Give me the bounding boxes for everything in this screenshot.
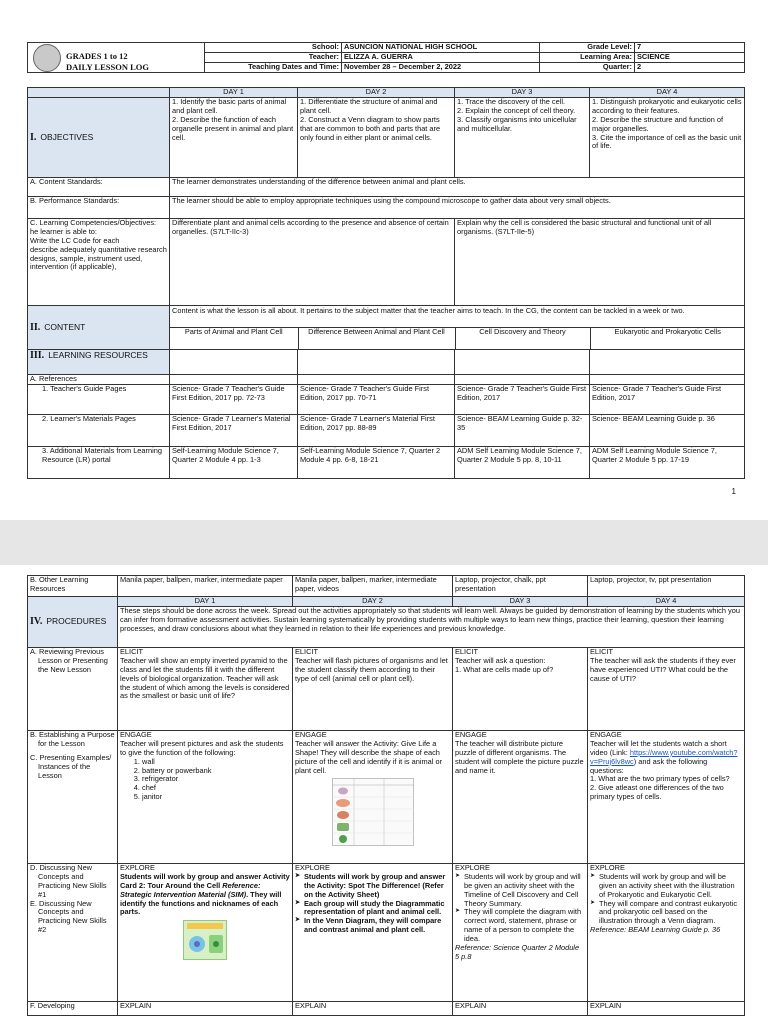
other-resources-day-1: Manila paper, ballpen, marker, intermediate paper <box>118 576 293 597</box>
additional-materials-day-3: ADM Self Learning Module Science 7, Quarter 2 Module 5 pp. 8, 10-11 <box>455 447 590 479</box>
roman-i: I. <box>30 131 37 143</box>
content-standards-text: The learner demonstrates understanding of the difference between animal and plant cells. <box>170 178 745 197</box>
explore-list-4 <box>590 873 742 926</box>
proc-day-4-header: DAY 4 <box>588 597 745 607</box>
elicit-heading-1: ELICIT <box>120 647 143 656</box>
roman-iii: III. <box>30 350 45 361</box>
reviewing-text-4: The teacher will ask the students if they ever have experienced UTI? What could be the cause of UTI? <box>590 655 736 683</box>
engage-heading-1: ENGAGE <box>120 730 152 739</box>
learners-materials-label: 2. Learner's Materials Pages <box>28 415 170 447</box>
explore-3-item: ➤ They will complete the diagram with correct word, statement, phrase or name of a person to complete the idea. <box>455 908 585 944</box>
content-day-3: Cell Discovery and Theory <box>455 328 590 349</box>
reviewing-text-2: Teacher will flash pictures of organisms and let the student classify them according to their type of cell (animal cell or plant cell). <box>295 655 448 683</box>
reviewing-text-1: Teacher will show an empty inverted pyramid to the class and let the students fill it with the different levels of biological organization. Teacher will ask the student of which among the levels is considered as the smallest or basic unit of life? <box>120 655 290 701</box>
explore-list-3 <box>455 873 585 944</box>
objectives-day-4: 1. Distinguish prokaryotic and eukaryotic cells according to their features. 2. Describe the structure and function of major organelles. 3. Cite the importance of cell as the basic unit of life. <box>590 98 745 178</box>
engage-intro-1: Teacher will present pictures and ask the students to give the function of the following: <box>120 738 284 757</box>
grade-value: 7 <box>635 43 745 53</box>
title-line-1: GRADES 1 to 12 <box>66 51 128 61</box>
page-2 <box>0 565 768 1024</box>
engage-heading-2: ENGAGE <box>295 730 327 739</box>
additional-materials-label: 3. Additional Materials from Learning Resource (LR) portal <box>28 447 170 479</box>
objectives-day-3: 1. Trace the discovery of the cell. 2. Explain the concept of cell theory. 3. Classify organisms into unicellular and multicellular. <box>455 98 590 178</box>
learning-resources-text: LEARNING RESOURCES <box>48 350 148 360</box>
explore-heading-4: EXPLORE <box>590 863 625 872</box>
lesson-table-page-2 <box>27 575 745 1016</box>
explore-2-item: ➤ In the Venn Diagram, they will compare and contrast animal and plant cell. <box>295 917 450 935</box>
other-resources-day-3: Laptop, projector, chalk, ppt presentation <box>453 576 588 597</box>
days-corner <box>28 88 170 98</box>
learners-materials-day-3: Science- BEAM Learning Guide p. 32-35 <box>455 415 590 447</box>
learners-materials-day-2: Science- Grade 7 Learner's Material First Edition, 2017 pp. 88-89 <box>298 415 455 447</box>
engage-day-1 <box>118 731 293 864</box>
references-label: A. References <box>28 375 170 385</box>
explain-day-2: EXPLAIN <box>293 1002 453 1016</box>
other-resources-day-2: Manila paper, ballpen, marker, intermediate paper, videos <box>293 576 453 597</box>
explore-day-1 <box>118 864 293 1002</box>
explain-day-3: EXPLAIN <box>453 1002 588 1016</box>
video-link[interactable]: https://www.youtube.com/watch?v=Pruj6lv8wc <box>590 747 738 766</box>
objectives-text: OBJECTIVES <box>40 131 94 142</box>
explore-heading-2: EXPLORE <box>295 863 330 872</box>
activity-card-image <box>183 920 227 960</box>
procedures-intro: These steps should be done across the week. Spread out the activities appropriately so that students will learn well. Always be guided by demonstration of learning by the students which you can infer from formative assessment activities. Sustain learning systematically by providing students with multiple ways to learn new things, practice their learning, question their learning processes, and draw conclusions about what they learned in relation to their life experiences and previous knowledge. <box>118 607 745 648</box>
explore-heading-1: EXPLORE <box>120 863 155 872</box>
competencies-day-1-2: Differentiate plant and animal cells according to the presence and absence of certain organelles. (S7LT-IIc-3) <box>170 219 455 306</box>
explore-2-item: ➤ Each group will study the Diagrammatic representation of plant and animal cell. <box>295 900 450 918</box>
day-2-header: DAY 2 <box>298 88 455 98</box>
objectives-day-1: 1. Identify the basic parts of animal and plant cell. 2. Describe the function of each organelle present in animal and plant cell. <box>170 98 298 178</box>
quarter-value: 2 <box>635 63 745 73</box>
explore-day-3 <box>453 864 588 1002</box>
school-label: School: <box>205 43 342 53</box>
procedures-label <box>28 597 118 648</box>
engage-day-2 <box>293 731 453 864</box>
engage-list-1 <box>120 758 290 802</box>
learners-materials-day-1: Science- Grade 7 Learner's Material First Edition, 2017 <box>170 415 298 447</box>
objectives-label <box>28 98 170 178</box>
other-resources-day-4: Laptop, projector, tv, ppt presentation <box>588 576 745 597</box>
learning-resources-label <box>28 350 170 375</box>
engage-list-item: 3. refrigerator <box>142 775 290 784</box>
establishing-presenting-label <box>28 731 118 864</box>
learners-materials-day-4: Science- BEAM Learning Guide p. 36 <box>590 415 745 447</box>
ref-day-2 <box>298 375 455 385</box>
lr-day-1 <box>170 350 298 375</box>
school-value: ASUNCION NATIONAL HIGH SCHOOL <box>342 43 540 53</box>
engage-list-item: 5. janitor <box>142 793 290 802</box>
day-3-header: DAY 3 <box>455 88 590 98</box>
engage-4-intro: Teacher will let the students watch a short video (Link: <box>590 738 727 757</box>
reviewing-day-2 <box>293 648 453 731</box>
reviewing-label: A. Reviewing Previous Lesson or Presenting the New Lesson <box>28 648 118 731</box>
proc-day-3-header: DAY 3 <box>453 597 588 607</box>
teachers-guide-day-1: Science- Grade 7 Teacher's Guide First Edition, 2017 pp. 72-73 <box>170 385 298 415</box>
explore-4-ref: Reference: BEAM Learning Guide p. 36 <box>590 925 721 935</box>
explore-heading-3: EXPLORE <box>455 863 490 872</box>
performance-standards-label: B. Performance Standards: <box>28 197 170 219</box>
lr-day-4 <box>590 350 745 375</box>
explore-4-item: ➤ Students will work by group and will be given an activity sheet with the illustration of Prokaryotic and Eukaryotic Cell. <box>590 873 742 900</box>
lr-day-2 <box>298 350 455 375</box>
teachers-guide-day-3: Science- Grade 7 Teacher's Guide First Edition, 2017 <box>455 385 590 415</box>
explore-1-b: . They will identify the functions and nicknames of each parts. <box>120 889 282 917</box>
content-day-4: Eukaryotic and Prokaryotic Cells <box>590 328 745 349</box>
content-standards-label: A. Content Standards: <box>28 178 170 197</box>
engage-heading-3: ENGAGE <box>455 730 487 739</box>
explore-text-1 <box>120 873 290 917</box>
engage-heading-4: ENGAGE <box>590 730 622 739</box>
engage-text-2: Teacher will answer the Activity: Give Life a Shape! They will describe the shape of each picture of the cell and identify if it is animal or plant cell. <box>295 738 443 775</box>
engage-day-3 <box>453 731 588 864</box>
engage-list-item: 1. wall <box>142 758 290 767</box>
elicit-heading-2: ELICIT <box>295 647 318 656</box>
engage-text-3: The teacher will distribute picture puzzle of different organisms. The student will complete the picture puzzle and name it. <box>455 738 584 775</box>
presenting-label: C. Presenting Examples/ Instances of the Lesson <box>30 752 112 780</box>
explore-3-ref: Reference: Science Quarter 2 Module 5 p.8 <box>455 942 580 961</box>
explain-day-4: EXPLAIN <box>588 1002 745 1016</box>
content-day-2: Difference Between Animal and Plant Cell <box>298 328 455 349</box>
explore-day-2 <box>293 864 453 1002</box>
header-logo-cell <box>28 43 205 73</box>
cell-shapes-activity-image <box>332 778 414 846</box>
reviewing-day-3 <box>453 648 588 731</box>
title-line-2: DAILY LESSON LOG <box>66 61 149 72</box>
elicit-heading-3: ELICIT <box>455 647 478 656</box>
performance-standards-text: The learner should be able to employ appropriate techniques using the compound microscope to gather data about very small objects. <box>170 197 745 219</box>
establishing-label: B. Establishing a Purpose for the Lesson <box>30 730 115 748</box>
additional-materials-day-2: Self-Learning Module Science 7, Quarter 2 Module 4 pp. 6-8, 18-21 <box>298 447 455 479</box>
area-value: SCIENCE <box>635 53 745 63</box>
engage-list-item: 2. battery or powerbank <box>142 767 290 776</box>
ref-day-3 <box>455 375 590 385</box>
elicit-heading-4: ELICIT <box>590 647 613 656</box>
lesson-table-page-1 <box>27 87 745 479</box>
explore-day-4 <box>588 864 745 1002</box>
lr-day-3 <box>455 350 590 375</box>
explore-list-2 <box>295 873 450 935</box>
reviewing-day-4 <box>588 648 745 731</box>
content-intro: Content is what the lesson is all about. It pertains to the subject matter that the teacher aims to teach. In the CG, the content can be tackled in a week or two. <box>170 306 744 328</box>
teachers-guide-day-4: Science- Grade 7 Teacher's Guide First Edition, 2017 <box>590 385 745 415</box>
teacher-value: ELIZZA A. GUERRA <box>342 53 540 63</box>
content-text: CONTENT <box>44 321 86 332</box>
content-cell <box>170 306 745 350</box>
reviewing-day-1 <box>118 648 293 731</box>
ref-day-4 <box>590 375 745 385</box>
day-4-header: DAY 4 <box>590 88 745 98</box>
teacher-label: Teacher: <box>205 53 342 63</box>
content-label <box>28 306 170 350</box>
engage-text-4 <box>590 740 742 802</box>
explore-1-a: Students will work by group and answer Activity Card 2: Tour Around the Cell <box>120 871 290 890</box>
explain-day-1: EXPLAIN <box>118 1002 293 1016</box>
additional-materials-day-1: Self-Learning Module Science 7, Quarter 2 Module 4 pp. 1-3 <box>170 447 298 479</box>
procedures-text: PROCEDURES <box>46 616 107 626</box>
discussing-2-label: E. Discussing New Concepts and Practicing New Skills #2 <box>30 898 107 935</box>
engage-list-item: 4. chef <box>142 784 290 793</box>
page-number: 1 <box>731 487 736 496</box>
reviewing-text-3: Teacher will ask a question: 1. What are cells made up of? <box>455 655 554 674</box>
content-days-table <box>170 328 745 349</box>
explore-1-ref: Reference: Strategic Intervention Material (SIM) <box>120 880 261 899</box>
content-day-1: Parts of Animal and Plant Cell <box>170 328 298 349</box>
day-1-header: DAY 1 <box>170 88 298 98</box>
competencies-day-3-4: Explain why the cell is considered the basic structural and functional unit of all organisms. (S7LT-IIe-5) <box>455 219 745 306</box>
area-label: Learning Area: <box>540 53 635 63</box>
grade-label: Grade Level: <box>540 43 635 53</box>
competencies-label: C. Learning Competencies/Objectives: he learner is able to: Write the LC Code for each describe adequately quantitative research designs, sample, instrument used, intervention (if applicable), <box>28 219 170 306</box>
roman-iv: IV. <box>30 616 43 627</box>
proc-day-1-header: DAY 1 <box>118 597 293 607</box>
discussing-label <box>28 864 118 1002</box>
objectives-day-2: 1. Differentiate the structure of animal and plant cell. 2. Construct a Venn diagram to show parts that are common to both and parts that are only found in either plant or animal cells. <box>298 98 455 178</box>
explore-3-item: ➤ Students will work by group and will be given an activity sheet with the Timeline of Cell Discovery and Cell Theory Summary. <box>455 873 585 909</box>
developing-label: F. Developing <box>28 1002 118 1016</box>
additional-materials-day-4: ADM Self Learning Module Science 7, Quarter 2 Module 5 pp. 17-19 <box>590 447 745 479</box>
proc-day-2-header: DAY 2 <box>293 597 453 607</box>
dates-value: November 28 – December 2, 2022 <box>342 63 540 73</box>
dates-label: Teaching Dates and Time: <box>205 63 342 73</box>
explore-2-item: ➤ Students will work by group and answer the Activity: Spot The Difference! (Refer on the Activity Sheet) <box>295 873 450 900</box>
explore-4-item: ➤ They will compare and contrast eukaryotic and prokaryotic cell based on the illustration through a Venn diagram. <box>590 900 742 927</box>
engage-4-questions: ) and ask the following questions: 1. What are the two primary types of cells? 2. Give atleast one differences of the two primary types of cells. <box>590 756 730 802</box>
discussing-1-label: D. Discussing New Concepts and Practicing New Skills #1 <box>30 863 107 899</box>
roman-ii: II. <box>30 321 41 333</box>
teachers-guide-label: 1. Teacher's Guide Pages <box>28 385 170 415</box>
quarter-label: Quarter: <box>540 63 635 73</box>
engage-day-4 <box>588 731 745 864</box>
page-gap <box>0 520 768 565</box>
header-table <box>27 42 745 73</box>
ref-day-1 <box>170 375 298 385</box>
other-resources-label: B. Other Learning Resources <box>28 576 118 597</box>
teachers-guide-day-2: Science- Grade 7 Teacher's Guide First Edition, 2017 pp. 70-71 <box>298 385 455 415</box>
